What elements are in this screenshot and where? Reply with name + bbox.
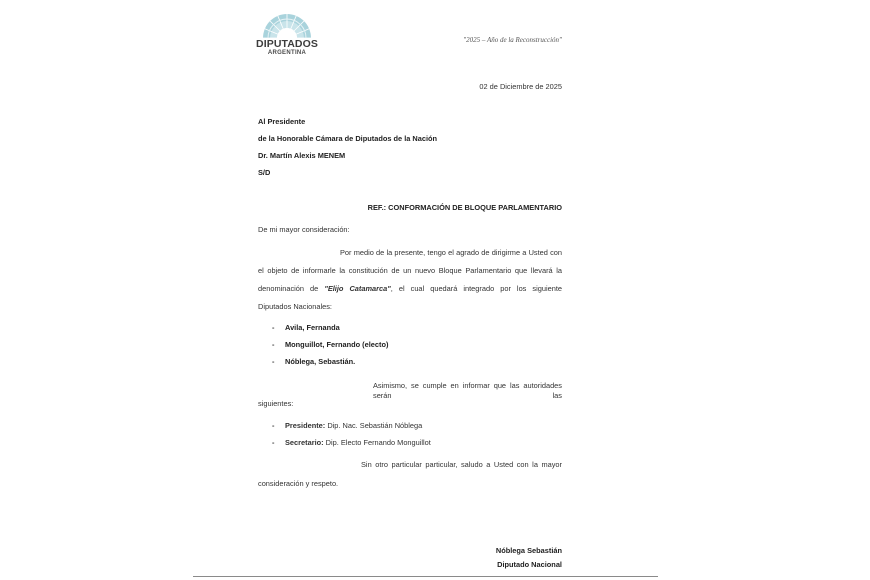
member-item: Monguillot, Fernando (electo)	[285, 340, 389, 349]
member-item: Nóblega, Sebastián.	[285, 357, 356, 366]
paragraph-1-text: denominación de	[258, 284, 325, 293]
logo-wordmark: DIPUTADOS	[256, 38, 318, 50]
logo-subtitle: ARGENTINA	[267, 50, 307, 56]
salutation: De mi mayor consideración:	[258, 225, 350, 234]
dash-bullet-icon: -	[272, 357, 275, 366]
paragraph-1-line-1: Por medio de la presente, tengo el agrado de dirigirme a Usted con	[340, 248, 562, 257]
authority-item	[285, 421, 422, 431]
paragraph-1-line-4: Diputados Nacionales:	[258, 302, 332, 311]
recipient-line-4: S/D	[258, 168, 271, 177]
page-bottom-rule	[193, 576, 658, 577]
paragraph-2-line-1: Asimismo, se cumple en informar que las autoridades serán las	[373, 381, 562, 400]
authority-name: Dip. Nac. Sebastián Nóblega	[325, 421, 423, 430]
bloc-name: "Elijo Catamarca"	[324, 284, 391, 293]
closing-line-1: Sin otro particular particular, saludo a Usted con la mayor	[361, 460, 562, 469]
member-item: Avila, Fernanda	[285, 323, 340, 332]
recipient-line-3: Dr. Martín Alexis MENEM	[258, 151, 346, 160]
authority-role: Secretario:	[285, 438, 324, 447]
reference-line: REF.: CONFORMACIÓN DE BLOQUE PARLAMENTARIO	[367, 203, 562, 212]
signature-name: Nóblega Sebastián	[495, 546, 562, 555]
diputados-logo	[256, 12, 318, 60]
letter-date: 02 de Diciembre de 2025	[479, 82, 562, 91]
closing-line-2: consideración y respeto.	[258, 479, 339, 488]
dash-bullet-icon: -	[272, 323, 275, 332]
dash-bullet-icon: -	[272, 438, 275, 447]
dash-bullet-icon: -	[272, 421, 275, 430]
paragraph-2-line-2: siguientes:	[258, 399, 294, 408]
authority-role: Presidente:	[285, 421, 326, 430]
authority-item	[285, 438, 431, 448]
paragraph-1-text-cont: , el cual quedará integrado por los siguiente	[390, 284, 562, 293]
paragraph-1-line-2: el objeto de informarle la constitución de un nuevo Bloque Parlamentario que llevará la	[258, 266, 562, 275]
recipient-line-2: de la Honorable Cámara de Diputados de la Nación	[258, 134, 438, 143]
dash-bullet-icon: -	[272, 340, 275, 349]
year-motto: "2025 – Año de la Reconstrucción"	[463, 36, 562, 44]
recipient-line-1: Al Presidente	[258, 117, 306, 126]
chamber-emblem-icon	[260, 12, 314, 40]
paragraph-1-line-3	[258, 284, 562, 294]
signature-title: Diputado Nacional	[497, 560, 562, 569]
authority-name: Dip. Electo Fernando Monguillot	[323, 438, 431, 447]
